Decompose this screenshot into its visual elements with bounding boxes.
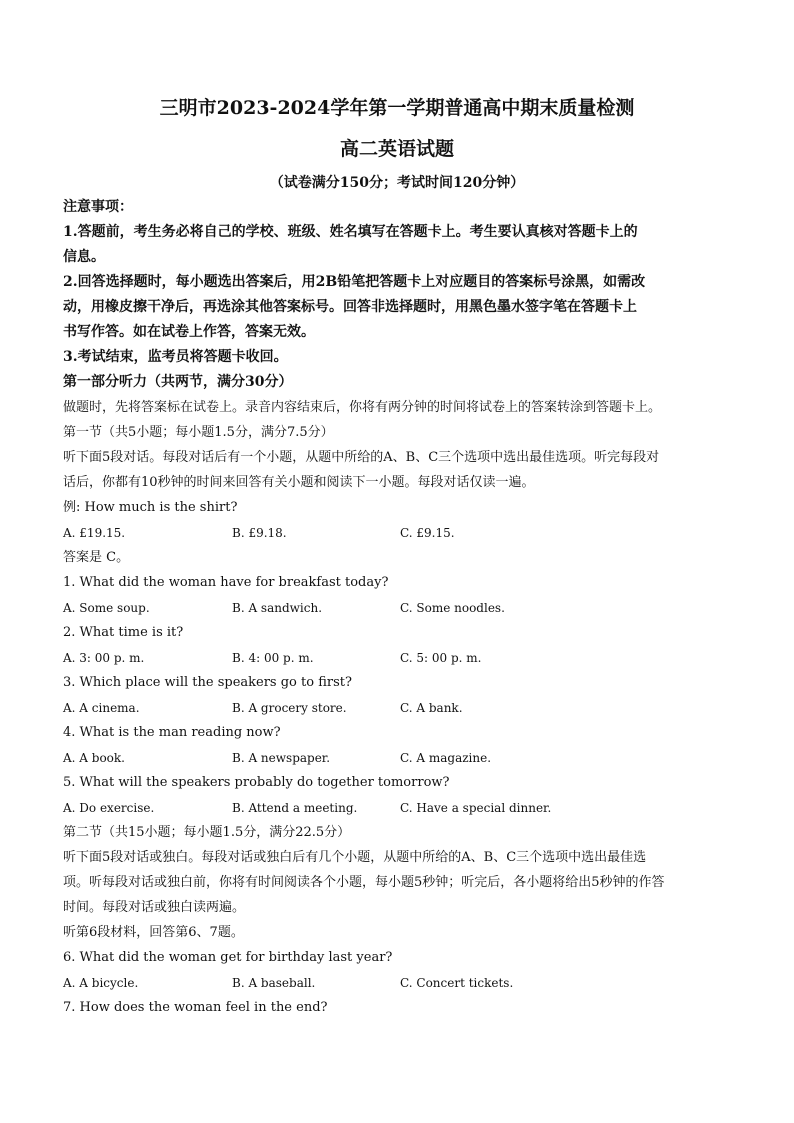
section1-instruction-line-2: 话后，你都有10秒钟的时间来回答有关小题和阅读下一小题。每段对话仅读一遍。 (63, 475, 535, 490)
question-3-option-c: C. A bank. (400, 701, 463, 715)
question-3-option-a: A. A cinema. (63, 701, 140, 715)
question-4-option-c: C. A magazine. (400, 751, 492, 765)
question-5-option-c: C. Have a special dinner. (400, 801, 552, 815)
notice-heading: 注意事项： (63, 199, 133, 215)
question-7: 7. How does the woman feel in the end? (63, 1000, 328, 1015)
example-option-c: C. £9.15. (400, 526, 455, 540)
example-option-b: B. £9.18. (232, 526, 287, 540)
notice-item-2-line-3: 书写作答。如在试卷上作答，答案无效。 (63, 324, 315, 340)
question-5-option-b: B. Attend a meeting. (232, 801, 358, 815)
section1-instruction-line-1: 听下面5段对话。每段对话后有一个小题，从题中所给的A、B、C三个选项中选出最佳选项。听完每段对 (63, 450, 660, 465)
part1-heading: 第一部分听力（共两节，满分30分） (63, 374, 293, 390)
question-2: 2. What time is it? (63, 625, 184, 640)
question-6-option-a: A. A bicycle. (63, 976, 139, 990)
section2-instruction-line-3: 时间。每段对话或独白读两遍。 (63, 900, 246, 915)
exam-info: （试卷满分150分；考试时间120分钟） (269, 175, 525, 191)
question-5: 5. What will the speakers probably do together tomorrow? (63, 775, 450, 790)
notice-item-2-line-1: 2.回答选择题时，每小题选出答案后，用2B铅笔把答题卡上对应题目的答案标号涂黑，如需改 (63, 274, 646, 290)
question-2-option-a: A. 3: 00 p. m. (63, 651, 145, 665)
notice-item-3: 3.考试结束，监考员将答题卡收回。 (63, 349, 288, 365)
question-3-option-b: B. A grocery store. (232, 701, 347, 715)
notice-item-2-line-2: 动，用橡皮擦干净后，再选涂其他答案标号。回答非选择题时，用黑色墨水签字笔在答题卡上 (63, 299, 637, 315)
question-6: 6. What did the woman get for birthday last year? (63, 950, 393, 965)
question-1-option-c: C. Some noodles. (400, 601, 505, 615)
section2-instruction-line-1: 听下面5段对话或独白。每段对话或独白后有几个小题，从题中所给的A、B、C三个选项中选出最佳选 (63, 850, 647, 865)
notice-item-1-line-1: 1.答题前，考生务必将自己的学校、班级、姓名填写在答题卡上。考生要认真核对答题卡上的 (63, 224, 638, 240)
section1-heading: 第一节（共5小题；每小题1.5分，满分7.5分） (63, 425, 334, 440)
section2-instruction-line-2: 项。听每段对话或独白前，你将有时间阅读各个小题，每小题5秒钟；听完后，各小题将给出5秒钟的作答 (63, 875, 665, 890)
question-4: 4. What is the man reading now? (63, 725, 281, 740)
example-option-a: A. £19.15. (63, 526, 126, 540)
part1-instruction: 做题时，先将答案标在试卷上。录音内容结束后，你将有两分钟的时间将试卷上的答案转涂到答题卡上。 (63, 400, 662, 415)
question-1-option-a: A. Some soup. (63, 601, 150, 615)
notice-item-1-line-2: 信息。 (63, 249, 105, 265)
question-6-option-b: B. A baseball. (232, 976, 316, 990)
question-2-option-b: B. 4: 00 p. m. (232, 651, 314, 665)
question-4-option-b: B. A newspaper. (232, 751, 331, 765)
material-6-heading: 听第6段材料，回答第6、7题。 (63, 925, 244, 940)
question-3: 3. Which place will the speakers go to first? (63, 675, 352, 690)
section2-heading: 第二节（共15小题；每小题1.5分，满分22.5分） (63, 825, 351, 840)
question-2-option-c: C. 5: 00 p. m. (400, 651, 482, 665)
question-1: 1. What did the woman have for breakfast today? (63, 575, 389, 590)
question-4-option-a: A. A book. (63, 751, 125, 765)
exam-title: 三明市2023-2024学年第一学期普通高中期末质量检测 (159, 97, 635, 119)
question-1-option-b: B. A sandwich. (232, 601, 323, 615)
example-question: 例: How much is the shirt? (63, 500, 238, 515)
question-5-option-a: A. Do exercise. (63, 801, 155, 815)
question-6-option-c: C. Concert tickets. (400, 976, 514, 990)
exam-subtitle: 高二英语试题 (339, 138, 454, 160)
example-answer: 答案是 C。 (63, 550, 130, 565)
